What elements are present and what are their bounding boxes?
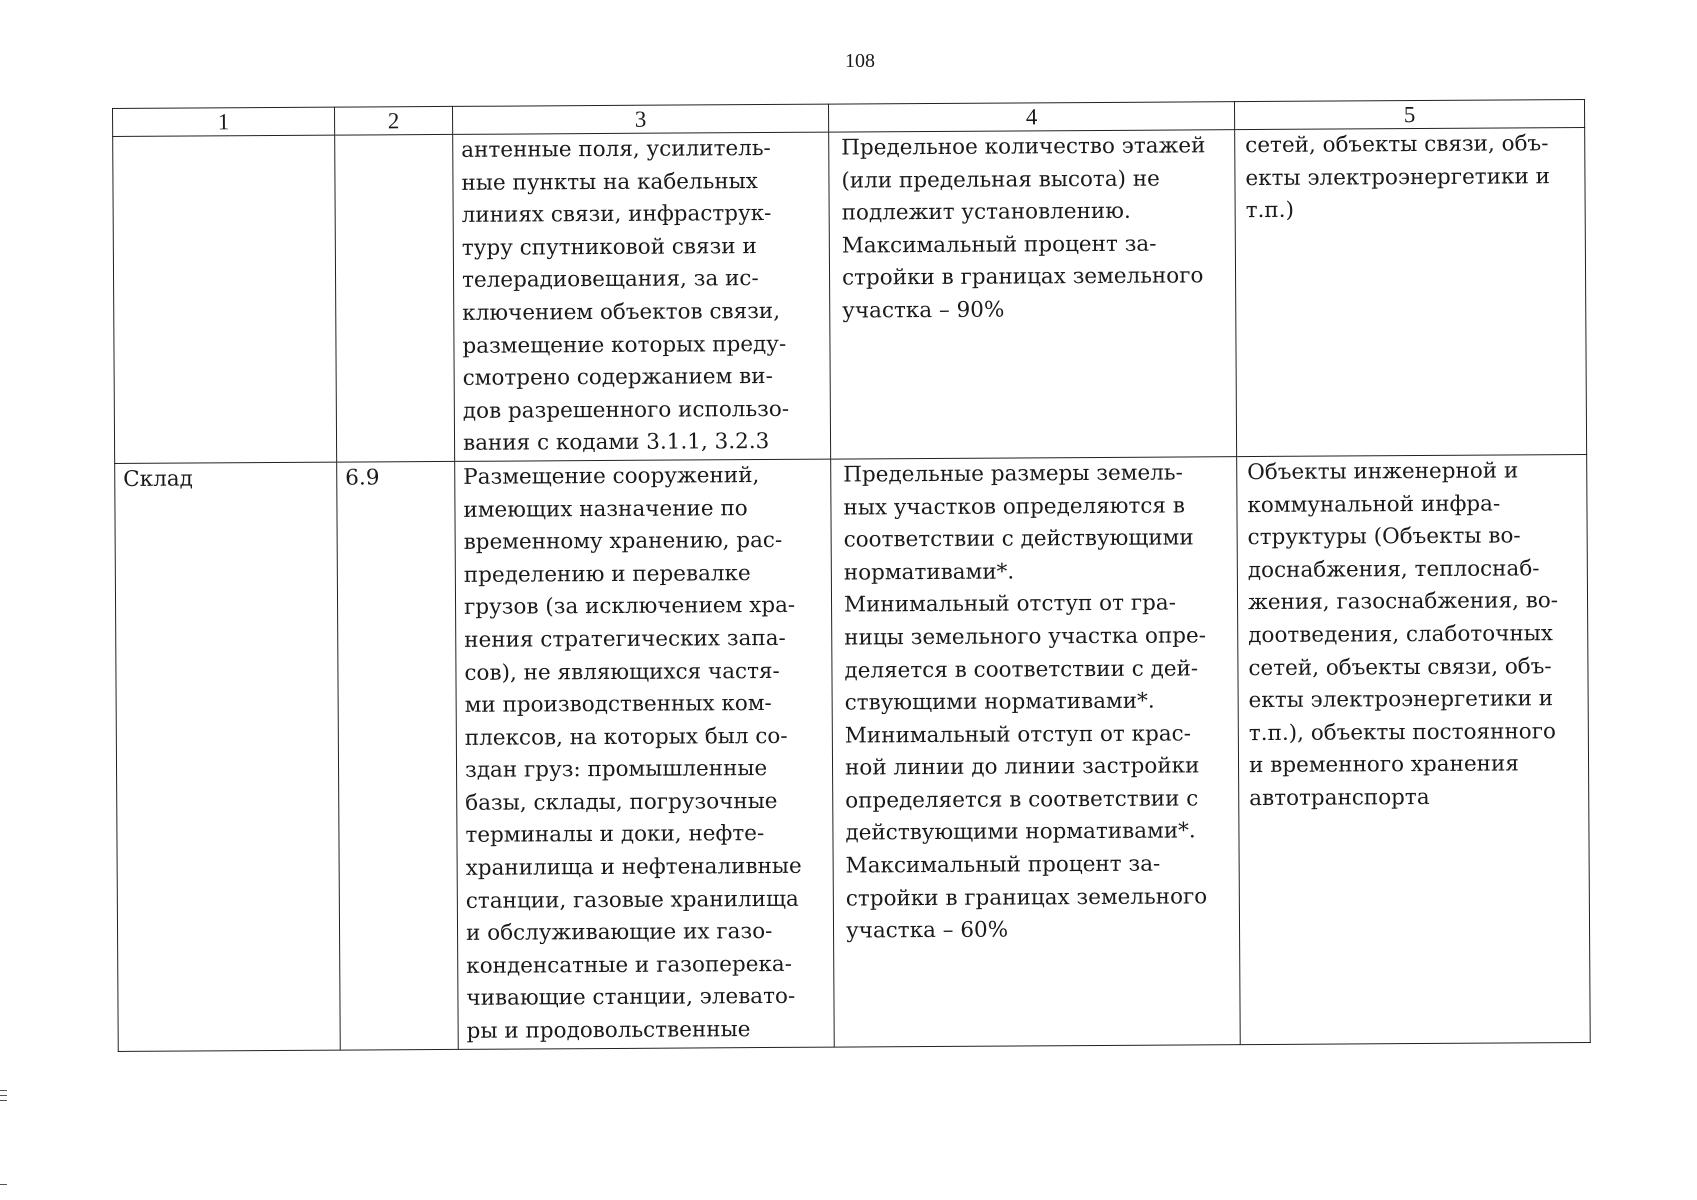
scan-margin-mark bbox=[0, 1090, 7, 1091]
column-header-3: 3 bbox=[452, 104, 828, 134]
table-row bbox=[113, 128, 1587, 464]
column-header-5: 5 bbox=[1234, 100, 1584, 130]
column-header-4: 4 bbox=[828, 102, 1234, 132]
construction-parameters-cell: Предельные размеры земель- ных участков определяются в соответствии с действующими нормативами*. Минимальный отступ от гра- ницы земельного участка опре- деляется в соответствии с дей- ствующими нормативами*. Минимальный отступ от крас- ной линии до линии застройки определяется в соответствии с действующими нормативами*. Максимальный процент за- стройки в границах земельного участка – 60% bbox=[831, 457, 1241, 1047]
use-type-name-cell bbox=[113, 135, 337, 463]
table-row bbox=[115, 454, 1591, 1051]
use-type-description-cell: антенные поля, усилитель- ные пункты на кабельных линиях связи, инфраструк- туру спутниковой связи и телерадиовещания, за ис- ключением объектов связи, размещение которых преду- смотрено содержанием ви- дов разрешенного использо- вания с кодами 3.1.1, 3.2.3 bbox=[453, 132, 831, 461]
auxiliary-uses-cell: сетей, объекты связи, объ- екты электроэнергетики и т.п.) bbox=[1235, 128, 1587, 457]
regulations-table bbox=[112, 99, 1591, 1052]
column-header-1: 1 bbox=[113, 107, 335, 136]
scan-margin-mark bbox=[0, 1095, 7, 1096]
use-type-name-cell: Склад bbox=[115, 462, 341, 1051]
construction-parameters-cell: Предельное количество этажей (или предельная высота) не подлежит установлению. Максимальный процент за- стройки в границах земельного участка – 90% bbox=[829, 130, 1237, 459]
use-type-code-cell: 6.9 bbox=[337, 461, 459, 1049]
scan-margin-mark bbox=[0, 1184, 7, 1185]
use-type-code-cell bbox=[335, 134, 455, 462]
use-type-description-cell: Размещение сооружений, имеющих назначение по временному хранению, рас- пределению и перевалке грузов (за исключением хра- нения стратегических запа- сов), не являющихся частя- ми производственных ком- плексов, на которых был со- здан груз: промышленные базы, склады, погрузочные терминалы и доки, нефте- хранилища и нефтеналивные станции, газовые хранилища и обслуживающие их газо- конденсатные и газоперека- чивающие станции, элевато- ры и продовольственные bbox=[455, 459, 835, 1049]
auxiliary-uses-cell: Объекты инженерной и коммунальной инфра- структуры (Объекты во- доснабжения, теплоснаб- жения, газоснабжения, во- доотведения, слаботочных сетей, объекты связи, объ- екты электроэнергетики и т.п.), объекты постоянного и временного хранения автотранспорта bbox=[1237, 454, 1591, 1044]
scan-margin-mark bbox=[0, 1100, 7, 1101]
page-number: 108 bbox=[845, 50, 875, 72]
column-header-2: 2 bbox=[334, 106, 452, 135]
